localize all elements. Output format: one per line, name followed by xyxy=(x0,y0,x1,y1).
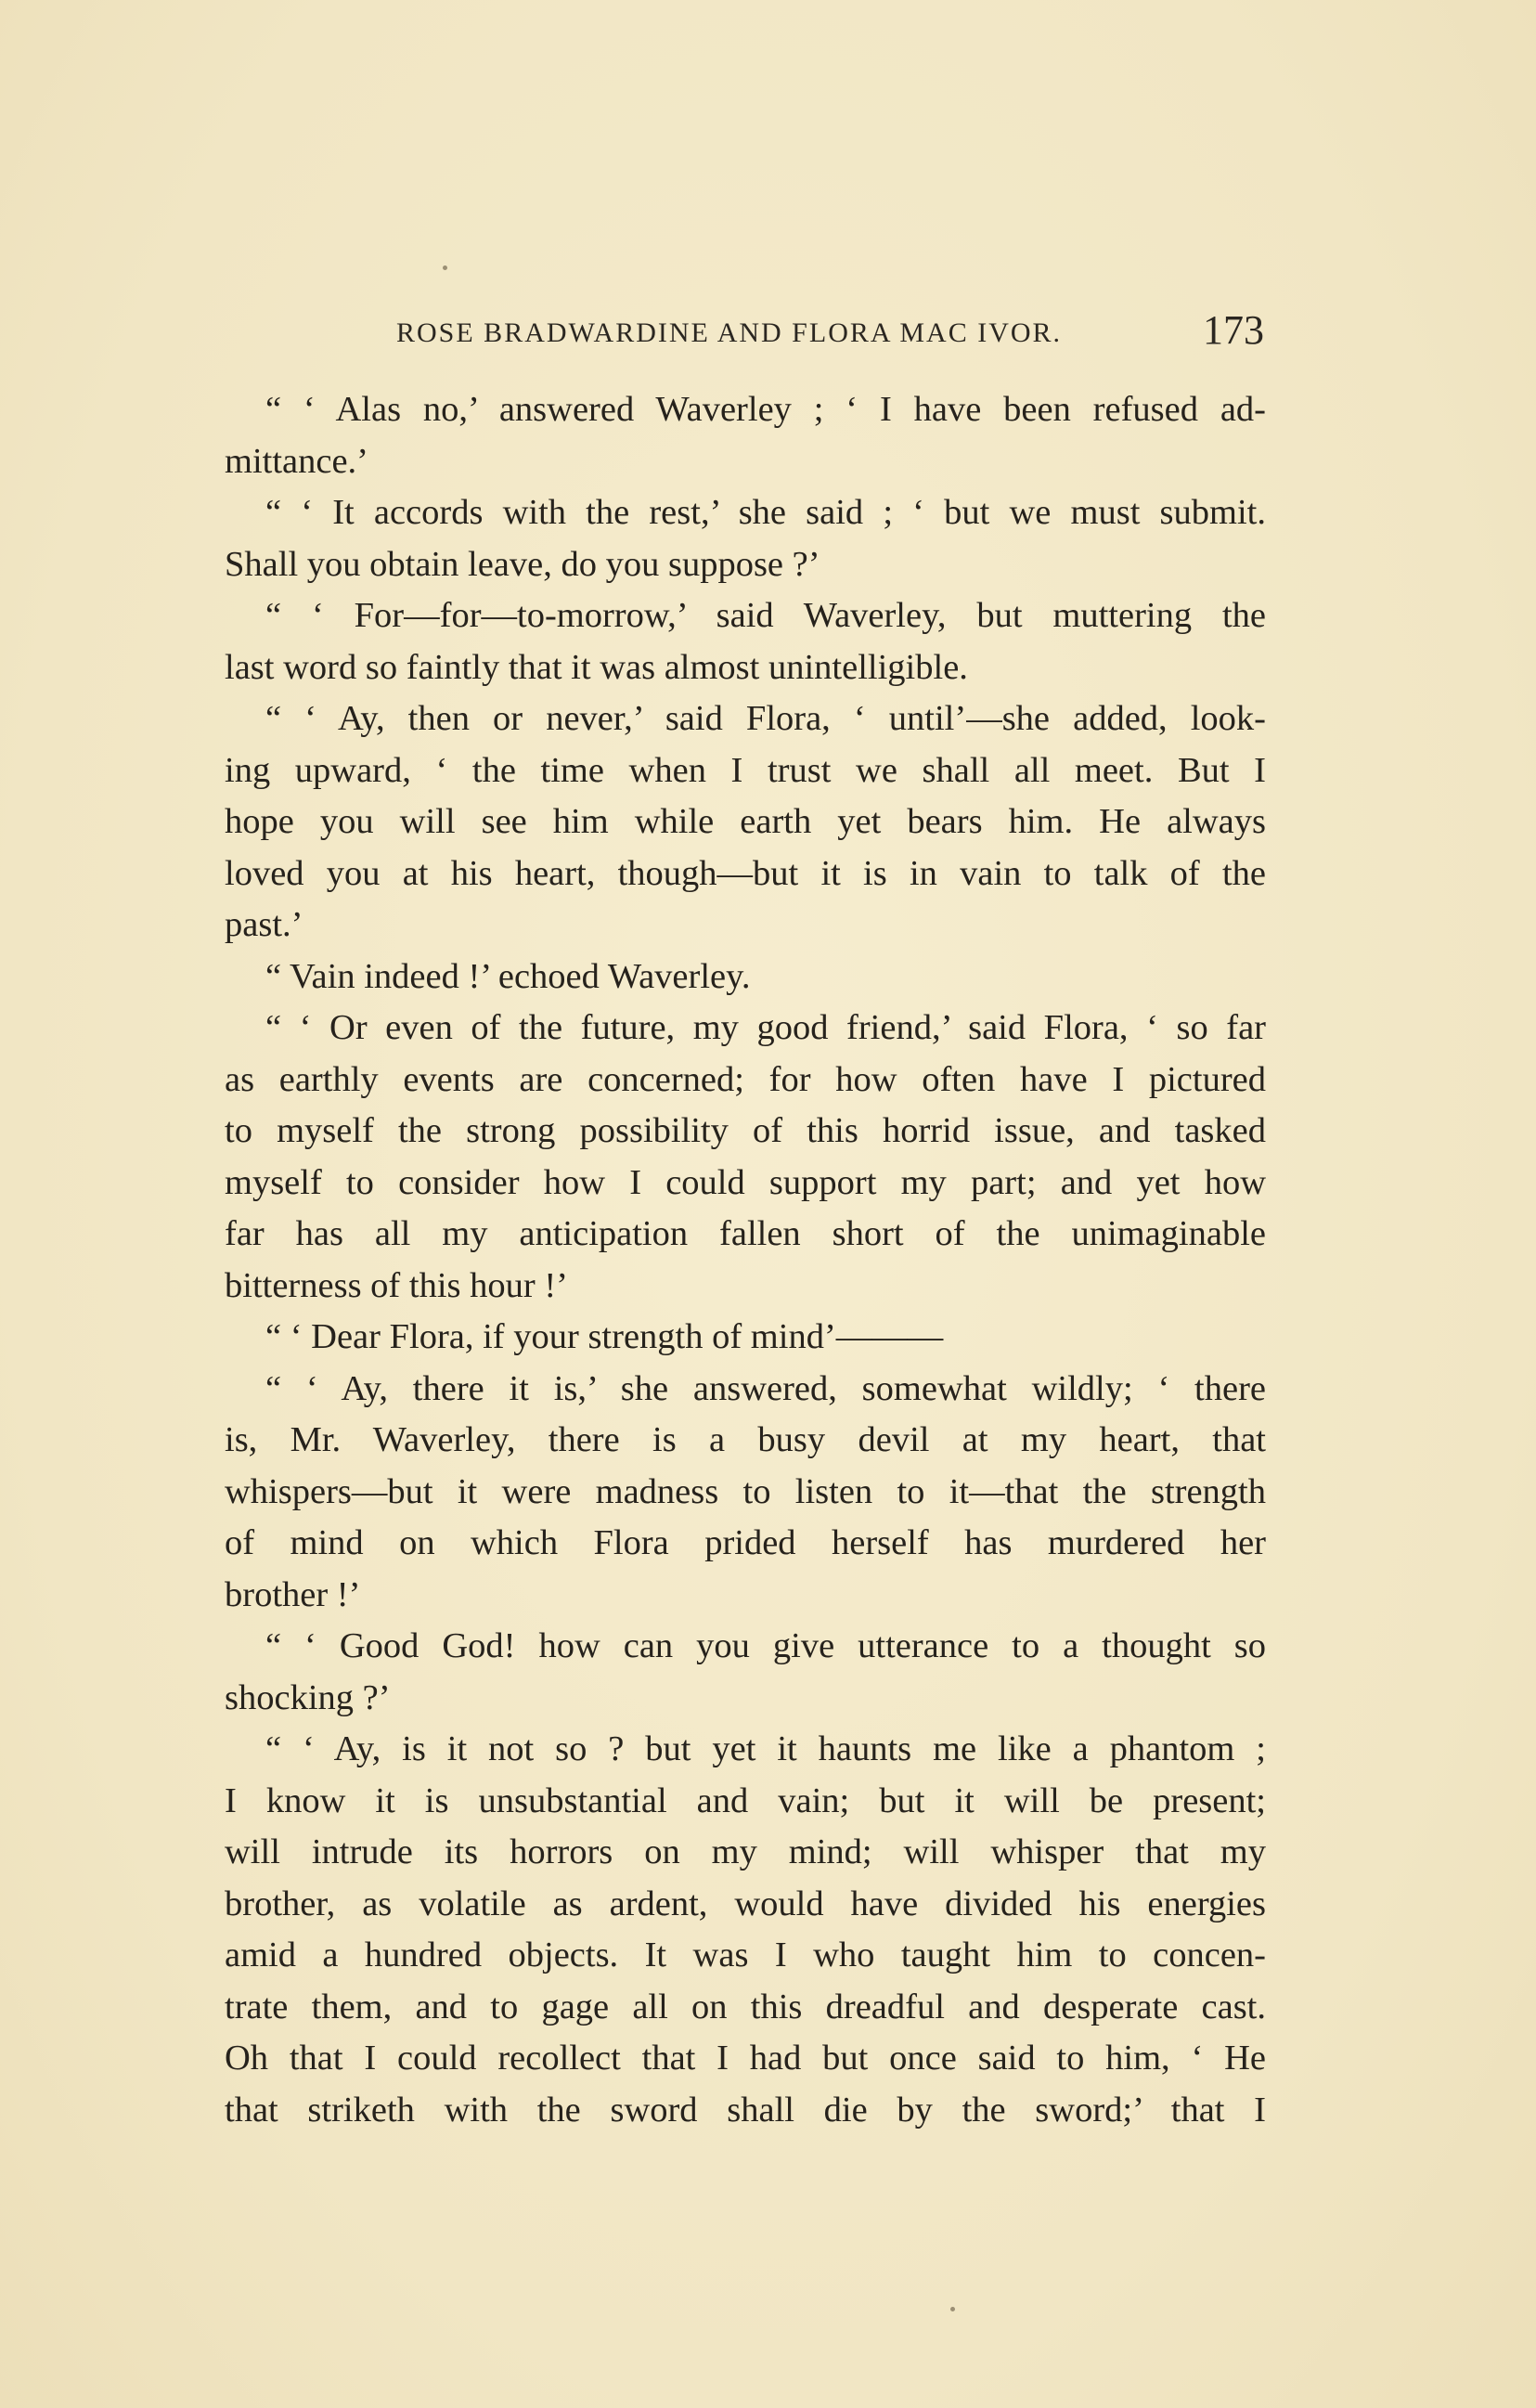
page-number: 173 xyxy=(1203,307,1264,353)
page-body-text xyxy=(225,384,1266,2136)
page-header xyxy=(225,307,1264,364)
text-line: brother !’ xyxy=(225,1574,361,1614)
text-line: shocking ?’ xyxy=(225,1677,391,1717)
text-line: as earthly events are concerned; for how often have I pictured xyxy=(225,1059,1266,1099)
text-line: to myself the strong possibility of this horrid issue, and tasked xyxy=(225,1111,1266,1150)
text-line: myself to consider how I could support my part; and yet how xyxy=(225,1162,1266,1202)
text-line: bitterness of this hour !’ xyxy=(225,1265,568,1305)
text-line: is, Mr. Waverley, there is a busy devil at my heart, that xyxy=(225,1420,1266,1459)
text-line: “ ‘ For—for—to-morrow,’ said Waverley, but muttering the xyxy=(265,596,1266,635)
text-line: last word so faintly that it was almost unintelligible. xyxy=(225,647,968,687)
text-line: “ ‘ It accords with the rest,’ she said ; ‘ but we must submit. xyxy=(265,493,1266,532)
text-line: I know it is unsubstantial and vain; but it will be present; xyxy=(225,1780,1266,1820)
text-line: mittance.’ xyxy=(225,441,368,481)
text-line: “ ‘ Ay, there it is,’ she answered, somewhat wildly; ‘ there xyxy=(265,1368,1266,1408)
text-line: loved you at his heart, though—but it is in vain to talk of the xyxy=(225,853,1266,893)
text-line: Shall you obtain leave, do you suppose ?’ xyxy=(225,544,820,584)
text-line: amid a hundred objects. It was I who taught him to concen- xyxy=(225,1935,1266,1974)
text-line: of mind on which Flora prided herself has murdered her xyxy=(225,1523,1266,1562)
text-line: “ ‘ Dear Flora, if your strength of mind’——— xyxy=(265,1317,944,1356)
text-line: “ ‘ Good God! how can you give utterance to a thought so xyxy=(265,1626,1266,1665)
text-line: far has all my anticipation fallen short of the unimaginable xyxy=(225,1214,1266,1253)
text-line: “ ‘ Ay, then or never,’ said Flora, ‘ until’—she added, look- xyxy=(265,699,1266,738)
text-line: past.’ xyxy=(225,905,303,944)
text-line: that striketh with the sword shall die by the sword;’ that I xyxy=(225,2090,1266,2130)
text-line: Oh that I could recollect that I had but once said to him, ‘ He xyxy=(225,2039,1266,2078)
text-line: “ ‘ Alas no,’ answered Waverley ; ‘ I have been refused ad- xyxy=(265,390,1266,429)
text-line: will intrude its horrors on my mind; will whisper that my xyxy=(225,1832,1266,1871)
text-line: “ ‘ Or even of the future, my good friend,’ said Flora, ‘ so far xyxy=(265,1008,1266,1047)
text-line: trate them, and to gage all on this dreadful and desperate cast. xyxy=(225,1987,1266,2026)
text-line: ing upward, ‘ the time when I trust we shall all meet. But I xyxy=(225,750,1266,790)
text-line: brother, as volatile as ardent, would have divided his energies xyxy=(225,1884,1266,1923)
paper-speck xyxy=(950,2307,955,2311)
text-line: whispers—but it were madness to listen to it—that the strength xyxy=(225,1471,1266,1511)
text-line: hope you will see him while earth yet bears him. He always xyxy=(225,802,1266,841)
paper-speck xyxy=(443,265,447,270)
text-line: “ ‘ Ay, is it not so ? but yet it haunts me like a phantom ; xyxy=(265,1729,1266,1768)
text-line: “ Vain indeed !’ echoed Waverley. xyxy=(265,956,751,996)
running-title: ROSE BRADWARDINE AND FLORA MAC IVOR. xyxy=(396,317,1063,348)
